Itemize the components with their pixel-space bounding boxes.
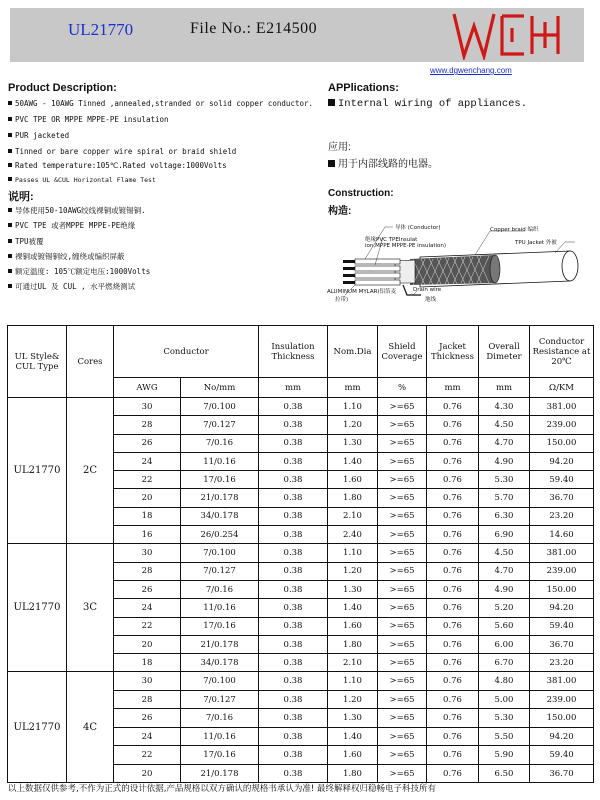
table-cell: 239.00	[530, 690, 594, 709]
table-cell: >=65	[378, 489, 427, 507]
table-cell: 7/0.100	[181, 672, 259, 691]
table-cell: 6.70	[479, 654, 530, 672]
table-cell: 1.80	[328, 489, 378, 507]
application-cn-item: 用于内部线路的电器。	[328, 155, 438, 171]
table-cell: 0.38	[259, 654, 328, 672]
table-cell: 0.38	[259, 416, 328, 434]
mylar-label-2: 拉带)	[335, 297, 349, 303]
table-cell: 24	[114, 599, 181, 617]
explain-item: 可通过UL 及 CUL , 水平燃烧测试	[8, 281, 135, 292]
header-insulation: Insulation Thickness	[259, 326, 328, 378]
table-cell: 0.76	[427, 434, 479, 452]
table-cell: 30	[114, 672, 181, 691]
cable-construction-diagram	[325, 215, 595, 305]
table-cell: 0.76	[427, 764, 479, 783]
table-cell: 36.70	[530, 764, 594, 783]
table-cell: 1.60	[328, 617, 378, 635]
table-cell: 6.30	[479, 507, 530, 525]
table-cell: >=65	[378, 599, 427, 617]
table-cell: 11/0.16	[181, 727, 259, 746]
style-cell: UL21770	[8, 398, 67, 544]
table-cell: 30	[114, 544, 181, 562]
table-cell: >=65	[378, 562, 427, 580]
header-resistance: Conductor Resistance at 20℃	[530, 326, 594, 378]
table-cell: 1.10	[328, 544, 378, 562]
table-cell: 24	[114, 727, 181, 746]
table-cell: >=65	[378, 398, 427, 416]
table-cell: 0.76	[427, 580, 479, 598]
table-cell: 7/0.127	[181, 690, 259, 709]
wch-logo	[450, 10, 566, 60]
table-cell: 0.38	[259, 580, 328, 598]
table-cell: 0.38	[259, 764, 328, 783]
table-cell: 94.20	[530, 727, 594, 746]
table-cell: 4.50	[479, 416, 530, 434]
table-cell: 22	[114, 617, 181, 635]
table-cell: 5.30	[479, 709, 530, 728]
mylar-label: ALUMINUM MYLAR(铝箔麦	[327, 289, 397, 295]
table-cell: 0.38	[259, 672, 328, 691]
table-cell: 0.76	[427, 507, 479, 525]
table-cell: 59.40	[530, 746, 594, 765]
table-cell: 7/0.127	[181, 416, 259, 434]
table-cell: >=65	[378, 672, 427, 691]
table-cell: >=65	[378, 764, 427, 783]
construction-title: Construction:	[328, 188, 394, 199]
product-item: Tinned or bare copper wire spiral or braid shield	[8, 147, 236, 156]
table-cell: 34/0.178	[181, 507, 259, 525]
table-cell: >=65	[378, 709, 427, 728]
table-cell: >=65	[378, 690, 427, 709]
table-cell: 30	[114, 398, 181, 416]
table-cell: 59.40	[530, 617, 594, 635]
drain-label-2: 地线	[425, 297, 437, 303]
table-cell: >=65	[378, 635, 427, 653]
table-cell: 1.30	[328, 580, 378, 598]
table-cell: 1.20	[328, 690, 378, 709]
header-cores: Cores	[67, 326, 114, 398]
table-cell: 0.38	[259, 599, 328, 617]
table-cell: 94.20	[530, 599, 594, 617]
table-cell: 7/0.127	[181, 562, 259, 580]
table-cell: 17/0.16	[181, 746, 259, 765]
table-cell: 21/0.178	[181, 635, 259, 653]
table-cell: 20	[114, 764, 181, 783]
table-cell: 4.90	[479, 452, 530, 470]
applications-cn-title: 应用:	[328, 142, 351, 153]
table-cell: 28	[114, 690, 181, 709]
table-cell: 0.76	[427, 617, 479, 635]
table-cell: >=65	[378, 727, 427, 746]
explain-item: 额定温度: 105℃额定电压:1000Volts	[8, 266, 150, 277]
table-cell: 28	[114, 416, 181, 434]
table-cell: 0.76	[427, 635, 479, 653]
header-shield: Shield Coverage	[378, 326, 427, 378]
table-cell: 0.38	[259, 635, 328, 653]
table-cell: 23.20	[530, 507, 594, 525]
model-title: UL21770	[68, 20, 134, 39]
table-cell: 1.10	[328, 398, 378, 416]
cores-cell: 3C	[67, 544, 114, 672]
braid-label: Copper braid 编织	[490, 227, 539, 233]
table-cell: 0.38	[259, 690, 328, 709]
unit-nomm: No/mm	[181, 378, 259, 398]
product-item: 50AWG - 10AWG Tinned ,annealed,stranded or solid copper conductor.	[8, 99, 313, 108]
table-cell: 36.70	[530, 489, 594, 507]
header-conductor: Conductor	[114, 326, 259, 378]
table-cell: >=65	[378, 416, 427, 434]
table-cell: >=65	[378, 617, 427, 635]
table-cell: 2.10	[328, 654, 378, 672]
drain-label: Drain wire	[413, 287, 442, 293]
table-cell: 4.90	[479, 580, 530, 598]
table-cell: 0.38	[259, 617, 328, 635]
disclaimer-footnote: 以上数据仅供参考,不作为正式的设计依据,产品规格以双方确认的规格书承认为准! 最终解释权归稳畅电子科技所有	[8, 784, 437, 794]
table-cell: 0.38	[259, 434, 328, 452]
table-cell: 381.00	[530, 672, 594, 691]
table-cell: 1.40	[328, 727, 378, 746]
table-cell: 0.38	[259, 746, 328, 765]
product-item: Passes UL &CUL Horizontal Flame Test	[8, 176, 156, 184]
table-cell: 20	[114, 635, 181, 653]
table-cell: 0.76	[427, 526, 479, 544]
product-description-title: Product Description:	[8, 82, 117, 94]
table-cell: 59.40	[530, 471, 594, 489]
table-cell: 26	[114, 434, 181, 452]
header-band	[10, 8, 584, 62]
table-cell: 22	[114, 471, 181, 489]
jacket-label: TPU Jacket 外被	[515, 240, 557, 246]
unit-mm: mm	[427, 378, 479, 398]
header-jacket: Jacket Thickness	[427, 326, 479, 378]
table-cell: 5.60	[479, 617, 530, 635]
table-cell: 7/0.100	[181, 398, 259, 416]
table-cell: 6.50	[479, 764, 530, 783]
table-cell: 150.00	[530, 434, 594, 452]
unit-awg: AWG	[114, 378, 181, 398]
table-cell: 0.38	[259, 727, 328, 746]
table-cell: 20	[114, 489, 181, 507]
explanation-title: 说明:	[8, 191, 34, 203]
explain-item: TPU被覆	[8, 236, 44, 247]
table-cell: 0.76	[427, 452, 479, 470]
table-cell: 5.70	[479, 489, 530, 507]
table-cell: >=65	[378, 471, 427, 489]
table-cell: 0.38	[259, 471, 328, 489]
table-cell: 6.90	[479, 526, 530, 544]
table-cell: 26/0.254	[181, 526, 259, 544]
table-cell: 24	[114, 452, 181, 470]
table-cell: 239.00	[530, 416, 594, 434]
table-cell: 1.60	[328, 746, 378, 765]
table-cell: 0.76	[427, 416, 479, 434]
table-cell: 7/0.100	[181, 544, 259, 562]
table-cell: >=65	[378, 746, 427, 765]
file-number: File No.: E214500	[190, 20, 318, 37]
table-cell: >=65	[378, 507, 427, 525]
table-cell: 4.50	[479, 544, 530, 562]
table-cell: 0.76	[427, 489, 479, 507]
table-cell: 1.60	[328, 471, 378, 489]
table-cell: 381.00	[530, 398, 594, 416]
table-cell: 1.80	[328, 635, 378, 653]
table-cell: 0.76	[427, 654, 479, 672]
table-cell: 5.30	[479, 471, 530, 489]
table-cell: 11/0.16	[181, 452, 259, 470]
table-cell: 0.76	[427, 727, 479, 746]
product-item: PVC TPE OR MPPE MPPE-PE insulation	[8, 115, 169, 124]
spec-table	[7, 325, 594, 783]
explain-item: 导体使用50-10AWG绞线裸铜或镀锡铜.	[8, 205, 146, 216]
table-cell: 5.20	[479, 599, 530, 617]
table-cell: 5.00	[479, 690, 530, 709]
table-cell: 22	[114, 746, 181, 765]
table-cell: 0.76	[427, 471, 479, 489]
table-cell: 7/0.16	[181, 709, 259, 728]
product-item: PUR jacketed	[8, 131, 69, 140]
header-style: UL Style& CUL Type	[8, 326, 67, 398]
insulation-label: 绝缘PVC TPEInsulat	[365, 237, 418, 243]
table-cell: 23.20	[530, 654, 594, 672]
explain-item: PVC TPE 或者MPPE MPPE-PE绝缘	[8, 220, 135, 231]
table-cell: >=65	[378, 544, 427, 562]
header-overall: Overall Dimeter	[479, 326, 530, 378]
table-cell: 28	[114, 562, 181, 580]
table-cell: 381.00	[530, 544, 594, 562]
table-cell: 94.20	[530, 452, 594, 470]
table-cell: 1.30	[328, 709, 378, 728]
table-cell: 36.70	[530, 635, 594, 653]
table-cell: 0.38	[259, 489, 328, 507]
table-cell: 2.40	[328, 526, 378, 544]
table-cell: 26	[114, 580, 181, 598]
unit-mm: mm	[259, 378, 328, 398]
style-cell: UL21770	[8, 544, 67, 672]
table-cell: 239.00	[530, 562, 594, 580]
table-cell: 17/0.16	[181, 617, 259, 635]
conductor-label: 导体 (Conductor)	[395, 225, 441, 231]
table-cell: 4.70	[479, 434, 530, 452]
style-cell: UL21770	[8, 672, 67, 783]
table-cell: 0.76	[427, 672, 479, 691]
table-cell: >=65	[378, 654, 427, 672]
table-row	[8, 544, 594, 562]
table-cell: 0.76	[427, 690, 479, 709]
table-cell: 34/0.178	[181, 654, 259, 672]
table-cell: 26	[114, 709, 181, 728]
table-cell: >=65	[378, 526, 427, 544]
table-cell: 0.38	[259, 526, 328, 544]
table-cell: 1.40	[328, 599, 378, 617]
table-cell: 7/0.16	[181, 580, 259, 598]
unit-mm: mm	[328, 378, 378, 398]
table-cell: 0.38	[259, 562, 328, 580]
table-cell: 5.90	[479, 746, 530, 765]
table-cell: 0.76	[427, 544, 479, 562]
website-link[interactable]: www.dgwenchang.com	[430, 66, 512, 75]
table-cell: 5.50	[479, 727, 530, 746]
table-cell: >=65	[378, 580, 427, 598]
table-cell: 1.80	[328, 764, 378, 783]
table-cell: 1.10	[328, 672, 378, 691]
table-cell: 0.76	[427, 562, 479, 580]
cores-cell: 2C	[67, 398, 114, 544]
table-cell: 150.00	[530, 709, 594, 728]
table-row	[8, 398, 594, 416]
table-cell: 21/0.178	[181, 489, 259, 507]
insulation-label-2: ion,MPPE MPPE-PE insulation)	[365, 243, 447, 249]
table-cell: 1.20	[328, 562, 378, 580]
table-cell: 11/0.16	[181, 599, 259, 617]
unit-mm: mm	[479, 378, 530, 398]
table-cell: 2.10	[328, 507, 378, 525]
table-cell: 1.30	[328, 434, 378, 452]
table-cell: 17/0.16	[181, 471, 259, 489]
table-cell: 7/0.16	[181, 434, 259, 452]
spec-table-body	[8, 398, 594, 783]
header-nomdia: Nom.Dia	[328, 326, 378, 378]
table-cell: 1.20	[328, 416, 378, 434]
table-cell: 4.70	[479, 562, 530, 580]
table-cell: 21/0.178	[181, 764, 259, 783]
table-cell: 150.00	[530, 580, 594, 598]
product-item: Rated temperature:105℃.Rated voltage:1000Volts	[8, 161, 227, 170]
table-cell: 0.38	[259, 709, 328, 728]
table-cell: 16	[114, 526, 181, 544]
cores-cell: 4C	[67, 672, 114, 783]
applications-title: APPlications:	[328, 82, 399, 94]
table-cell: >=65	[378, 452, 427, 470]
table-cell: 18	[114, 507, 181, 525]
table-cell: 4.30	[479, 398, 530, 416]
table-cell: 0.38	[259, 452, 328, 470]
table-cell: 18	[114, 654, 181, 672]
table-cell: 0.76	[427, 746, 479, 765]
table-cell: 1.40	[328, 452, 378, 470]
table-cell: 0.38	[259, 544, 328, 562]
unit-percent: %	[378, 378, 427, 398]
table-cell: 0.76	[427, 398, 479, 416]
explain-item: 裸铜或镀锡铜绞,缠绕或编织屏蔽	[8, 251, 125, 262]
construction-cn-title: 构造:	[328, 206, 352, 217]
table-cell: >=65	[378, 434, 427, 452]
table-cell: 0.76	[427, 709, 479, 728]
table-cell: 14.60	[530, 526, 594, 544]
table-cell: 0.76	[427, 599, 479, 617]
unit-ohm-km: Ω/KM	[530, 378, 594, 398]
table-row	[8, 672, 594, 691]
table-cell: 0.38	[259, 507, 328, 525]
table-cell: 6.00	[479, 635, 530, 653]
table-cell: 4.80	[479, 672, 530, 691]
table-cell: 0.38	[259, 398, 328, 416]
application-item: Internal wiring of appliances.	[328, 98, 527, 110]
